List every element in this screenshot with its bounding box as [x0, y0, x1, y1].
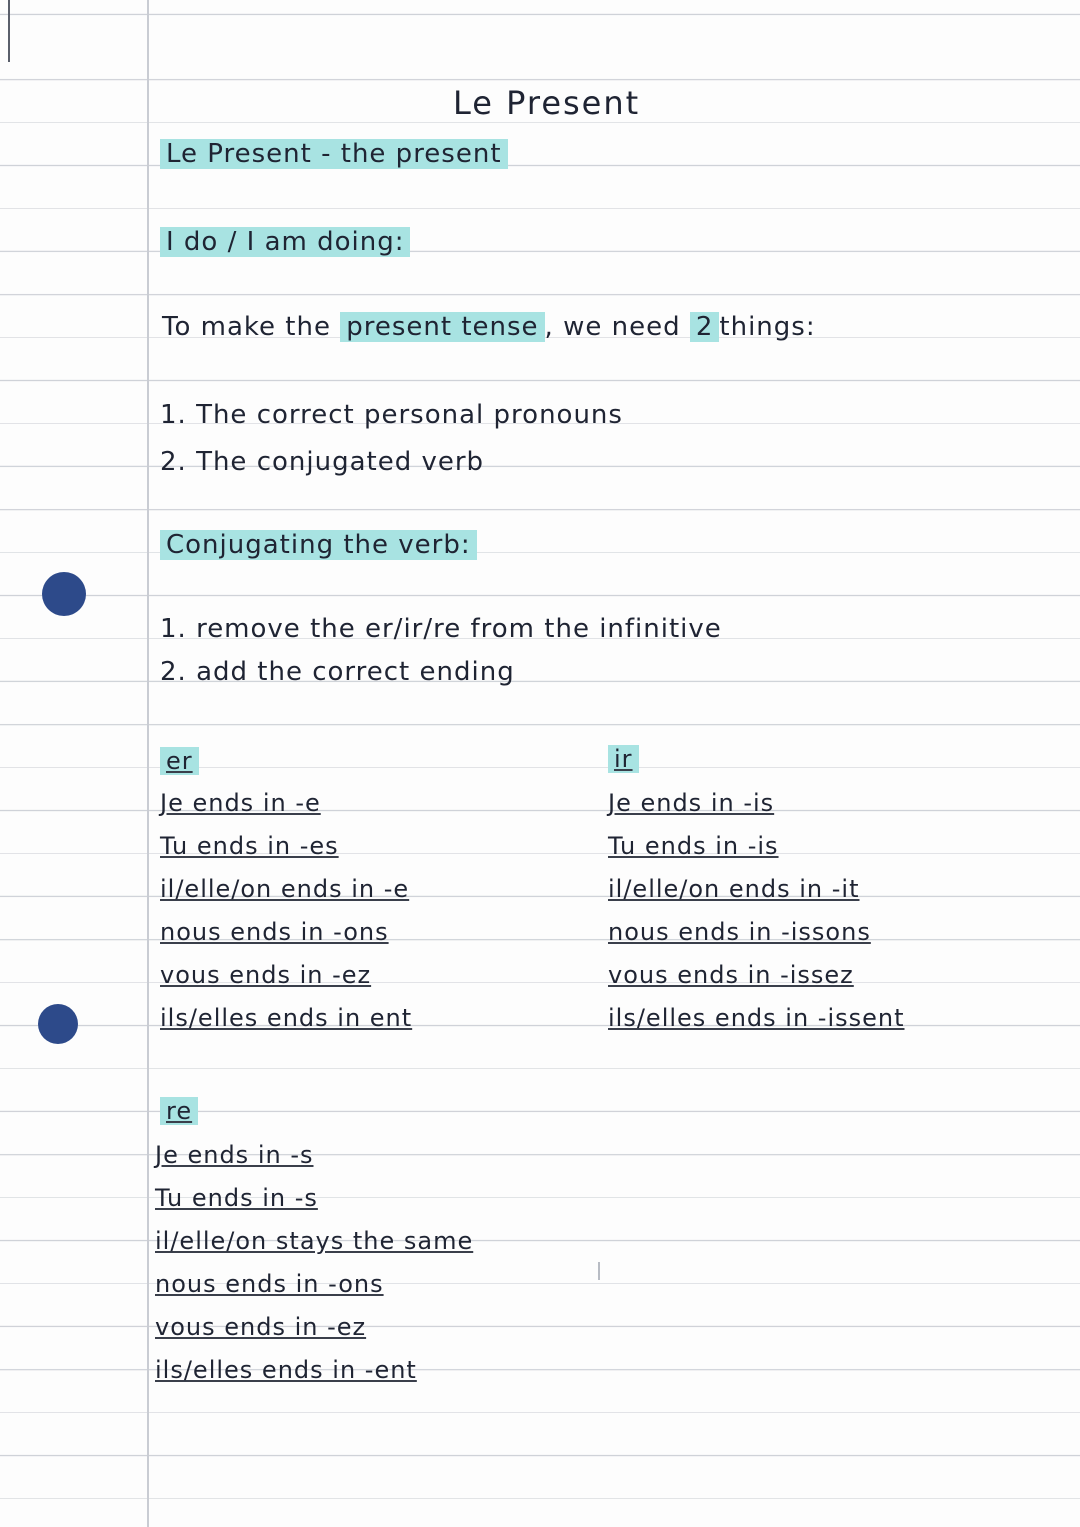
- subtitle: [160, 139, 508, 169]
- section-heading-highlight: Conjugating the verb:: [160, 530, 477, 560]
- re-ending-row: Tu ends in -s: [155, 1184, 318, 1212]
- ir-ending-row: Je ends in -is: [608, 789, 775, 817]
- intro-mid: , we need: [544, 312, 681, 342]
- ir-ending-row: vous ends in -issez: [608, 961, 854, 989]
- intro-lead: To make the: [162, 312, 331, 342]
- er-ending-row: ils/elles ends in ent: [160, 1004, 413, 1032]
- pencil-mark: [598, 1262, 600, 1280]
- re-ending-row: il/elle/on stays the same: [155, 1227, 474, 1255]
- page-title: Le Present: [453, 84, 641, 122]
- er-ending-row: Je ends in -e: [160, 789, 321, 817]
- requirement-item: 2. The conjugated verb: [160, 447, 485, 477]
- step-item: 2. add the correct ending: [160, 657, 515, 687]
- ir-ending-row: Tu ends in -is: [608, 832, 779, 860]
- intro-tail: things:: [719, 312, 816, 342]
- re-heading-highlight: re: [160, 1097, 198, 1125]
- er-ending-row: nous ends in -ons: [160, 918, 389, 946]
- er-ending-row: vous ends in -ez: [160, 961, 372, 989]
- re-ending-row: nous ends in -ons: [155, 1270, 384, 1298]
- intro-number: 2: [690, 312, 720, 342]
- ir-heading: [608, 744, 639, 774]
- example-highlight: I do / I am doing:: [160, 227, 410, 257]
- re-ending-row: Je ends in -s: [155, 1141, 314, 1169]
- re-ending-row: ils/elles ends in -ent: [155, 1356, 417, 1384]
- margin-line: [147, 0, 149, 1527]
- er-heading-highlight: er: [160, 747, 199, 775]
- er-heading: [160, 746, 199, 776]
- ir-ending-row: il/elle/on ends in -it: [608, 875, 860, 903]
- er-ending-row: il/elle/on ends in -e: [160, 875, 410, 903]
- ir-ending-row: ils/elles ends in -issent: [608, 1004, 905, 1032]
- subtitle-highlight: Le Present - the present: [160, 139, 508, 169]
- ir-heading-highlight: ir: [608, 745, 639, 773]
- punch-hole-dot: [38, 1004, 78, 1044]
- re-heading: [160, 1096, 198, 1126]
- section-heading: [160, 530, 477, 560]
- intro-sentence: [162, 312, 816, 342]
- er-ending-row: Tu ends in -es: [160, 832, 339, 860]
- example-phrase: [160, 227, 410, 257]
- edge-mark: [8, 0, 10, 62]
- ir-ending-row: nous ends in -issons: [608, 918, 871, 946]
- step-item: 1. remove the er/ir/re from the infinitive: [160, 614, 722, 644]
- re-ending-row: vous ends in -ez: [155, 1313, 367, 1341]
- intro-highlight: present tense: [340, 312, 544, 342]
- requirement-item: 1. The correct personal pronouns: [160, 400, 623, 430]
- punch-hole-dot: [42, 572, 86, 616]
